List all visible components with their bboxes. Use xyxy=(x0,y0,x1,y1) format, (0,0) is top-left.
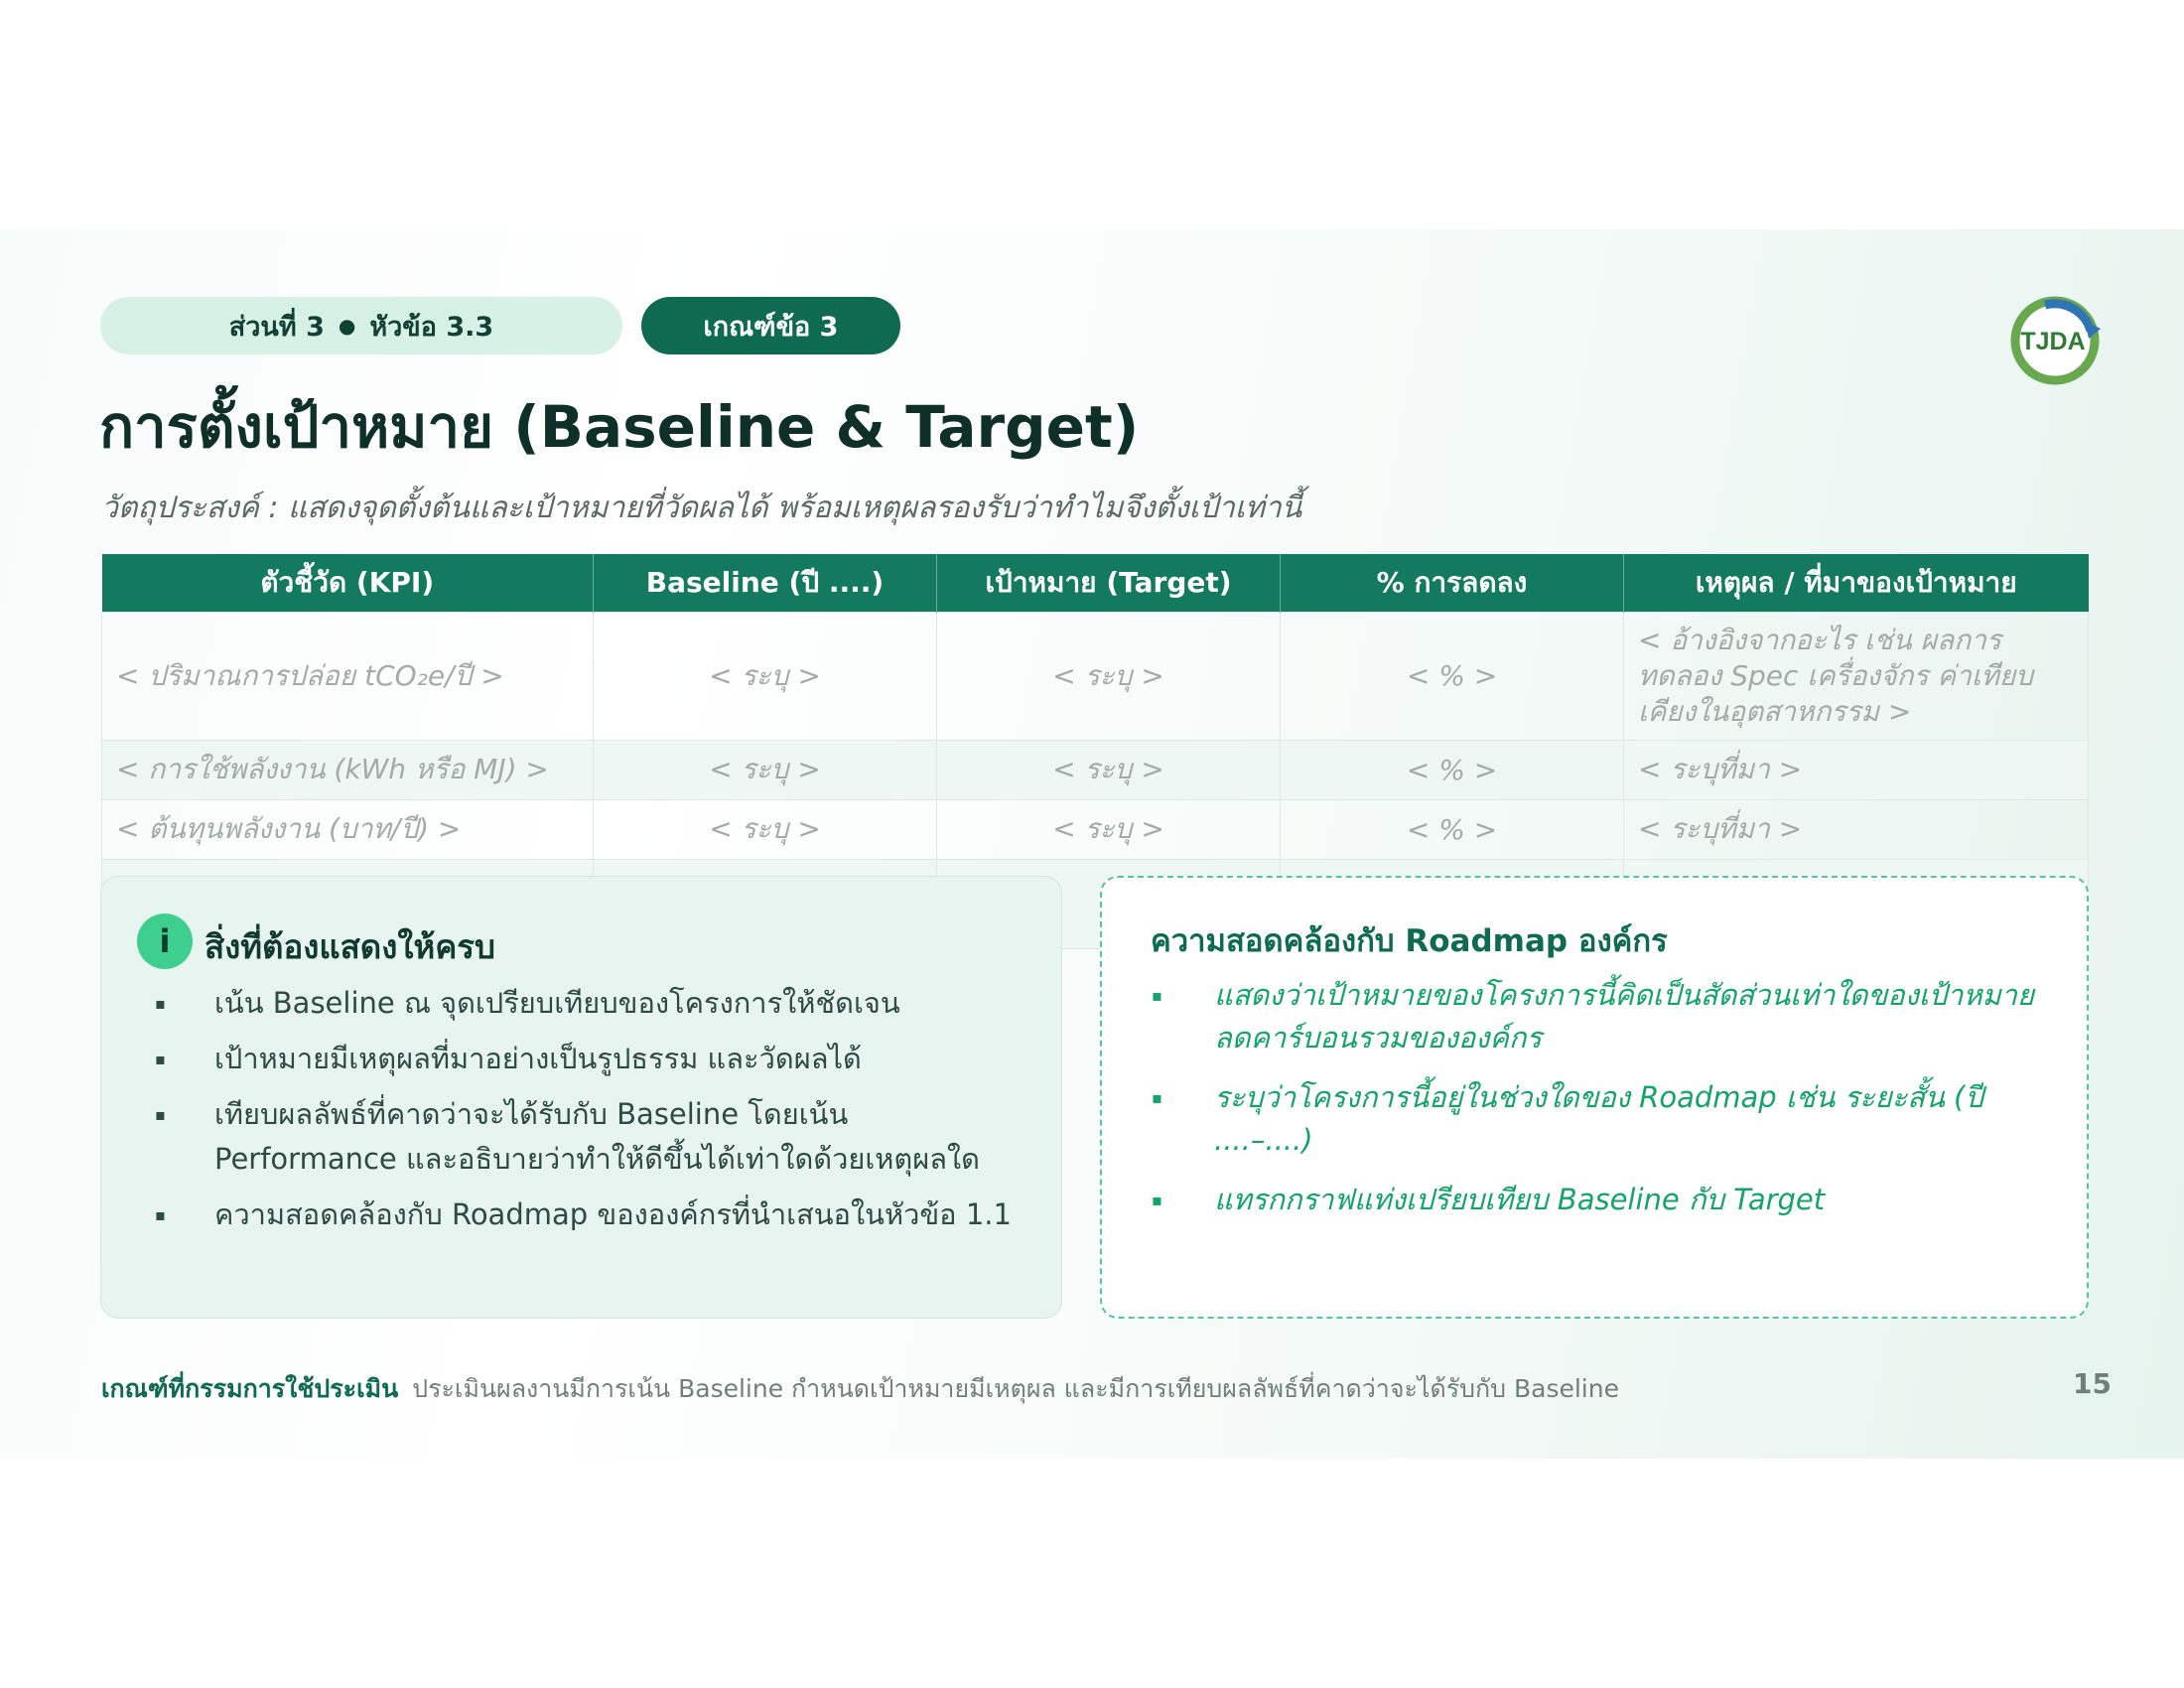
table-header-row xyxy=(102,554,2089,612)
footer-label: เกณฑ์ที่กรรมการใช้ประเมิน xyxy=(101,1374,399,1403)
list-item xyxy=(149,1193,1023,1237)
objective-text: วัตถุประสงค์ : แสดงจุดตั้งต้นและเป้าหมายที่วัดผลได้ พร้อมเหตุผลรองรับว่าทำไมจึงตั้งเป้าเท่านี้ xyxy=(101,491,1302,525)
bullet-square-icon: ▪ xyxy=(155,1105,166,1124)
slide xyxy=(0,229,2184,1459)
footer-text: ประเมินผลงานมีการเน้น Baseline กำหนดเป้าหมายมีเหตุผล และมีการเทียบผลลัพธ์ที่คาดว่าจะได้รับกับ Baseline xyxy=(412,1374,1619,1403)
bullet-square-icon: ▪ xyxy=(1152,1088,1162,1107)
roadmap-title: ความสอดคล้องกับ Roadmap องค์กร xyxy=(1151,923,1668,959)
target-cell[interactable]: < ระบุ > xyxy=(937,612,1281,740)
bullet-square-icon: ▪ xyxy=(1152,1191,1162,1209)
list-item xyxy=(149,981,1023,1026)
section-pill xyxy=(100,297,622,354)
baseline-cell[interactable]: < ระบุ > xyxy=(594,799,937,859)
table-row xyxy=(102,799,2089,859)
reason-cell[interactable]: < อ้างอิงจากอะไร เช่น ผลการทดลอง Spec เครื่องจักร ค่าเทียบเคียงในอุตสาหกรรม > xyxy=(1624,612,2089,740)
reason-cell[interactable]: < ระบุที่มา > xyxy=(1624,799,2089,859)
page-title: การตั้งเป้าหมาย (Baseline & Target) xyxy=(99,393,1140,461)
tjda-award-logo-icon xyxy=(2005,291,2105,390)
list-item-text: แทรกกราฟแท่งเปรียบเทียบ Baseline กับ Target xyxy=(1214,1183,1826,1216)
list-item xyxy=(1152,1179,2045,1221)
logo-text: TJDA xyxy=(2020,328,2086,355)
list-item-text: เป้าหมายมีเหตุผลที่มาอย่างเป็นรูปธรรม และวัดผลได้ xyxy=(214,1042,862,1075)
must-show-list xyxy=(149,981,1023,1248)
list-item-text: เน้น Baseline ณ จุดเปรียบเทียบของโครงการให้ชัดเจน xyxy=(214,986,900,1020)
kpi-cell[interactable]: < ต้นทุนพลังงาน (บาท/ปี) > xyxy=(102,799,594,859)
reduction-cell[interactable]: < % > xyxy=(1281,612,1624,740)
kpi-cell[interactable]: < การใช้พลังงาน (kWh หรือ MJ) > xyxy=(102,740,594,799)
section-separator: ● xyxy=(338,314,356,338)
roadmap-panel xyxy=(1100,876,2089,1319)
must-show-panel xyxy=(100,876,1062,1319)
table-row xyxy=(102,740,2089,799)
list-item xyxy=(1152,974,2045,1059)
bullet-square-icon: ▪ xyxy=(1152,986,1162,1005)
section-topic: หัวข้อ 3.3 xyxy=(369,311,494,343)
bullet-square-icon: ▪ xyxy=(155,1205,166,1224)
list-item-text: ความสอดคล้องกับ Roadmap ขององค์กรที่นำเสนอในหัวข้อ 1.1 xyxy=(214,1197,1012,1231)
kpi-cell[interactable]: < ปริมาณการปล่อย tCO₂e/ปี > xyxy=(102,612,594,740)
baseline-cell[interactable]: < ระบุ > xyxy=(594,740,937,799)
column-header-kpi: ตัวชี้วัด (KPI) xyxy=(102,554,594,612)
roadmap-list xyxy=(1152,974,2045,1238)
target-cell[interactable]: < ระบุ > xyxy=(937,740,1281,799)
reason-cell[interactable]: < ระบุที่มา > xyxy=(1624,740,2089,799)
baseline-cell[interactable]: < ระบุ > xyxy=(594,612,937,740)
column-header-target: เป้าหมาย (Target) xyxy=(937,554,1281,612)
column-header-reduction: % การลดลง xyxy=(1281,554,1624,612)
list-item-text: แสดงว่าเป้าหมายของโครงการนี้คิดเป็นสัดส่วนเท่าใดของเป้าหมายลดคาร์บอนรวมขององค์กร xyxy=(1214,978,2034,1055)
bullet-square-icon: ▪ xyxy=(155,1050,166,1068)
list-item xyxy=(1152,1076,2045,1162)
column-header-reason: เหตุผล / ที่มาของเป้าหมาย xyxy=(1624,554,2089,612)
target-cell[interactable]: < ระบุ > xyxy=(937,799,1281,859)
section-part: ส่วนที่ 3 xyxy=(228,311,325,343)
table-row xyxy=(102,612,2089,740)
column-header-baseline: Baseline (ปี ....) xyxy=(594,554,937,612)
list-item xyxy=(149,1092,1023,1182)
info-icon: i xyxy=(137,914,193,969)
reduction-cell[interactable]: < % > xyxy=(1281,799,1624,859)
page-number: 15 xyxy=(2073,1367,2112,1400)
list-item-text: เทียบผลลัพธ์ที่คาดว่าจะได้รับกับ Baseline โดยเน้น Performance และอธิบายว่าทำให้ดีขึ้นได้เท่าใดด้วยเหตุผลใด xyxy=(214,1097,981,1176)
reduction-cell[interactable]: < % > xyxy=(1281,740,1624,799)
must-show-title: สิ่งที่ต้องแสดงให้ครบ xyxy=(205,927,495,966)
list-item-text: ระบุว่าโครงการนี้อยู่ในช่วงใดของ Roadmap เช่น ระยะสั้น (ปี ....–....) xyxy=(1214,1080,1983,1157)
bullet-square-icon: ▪ xyxy=(155,994,166,1013)
criteria-pill: เกณฑ์ข้อ 3 xyxy=(641,297,900,354)
footer xyxy=(101,1369,1619,1409)
list-item xyxy=(149,1037,1023,1081)
